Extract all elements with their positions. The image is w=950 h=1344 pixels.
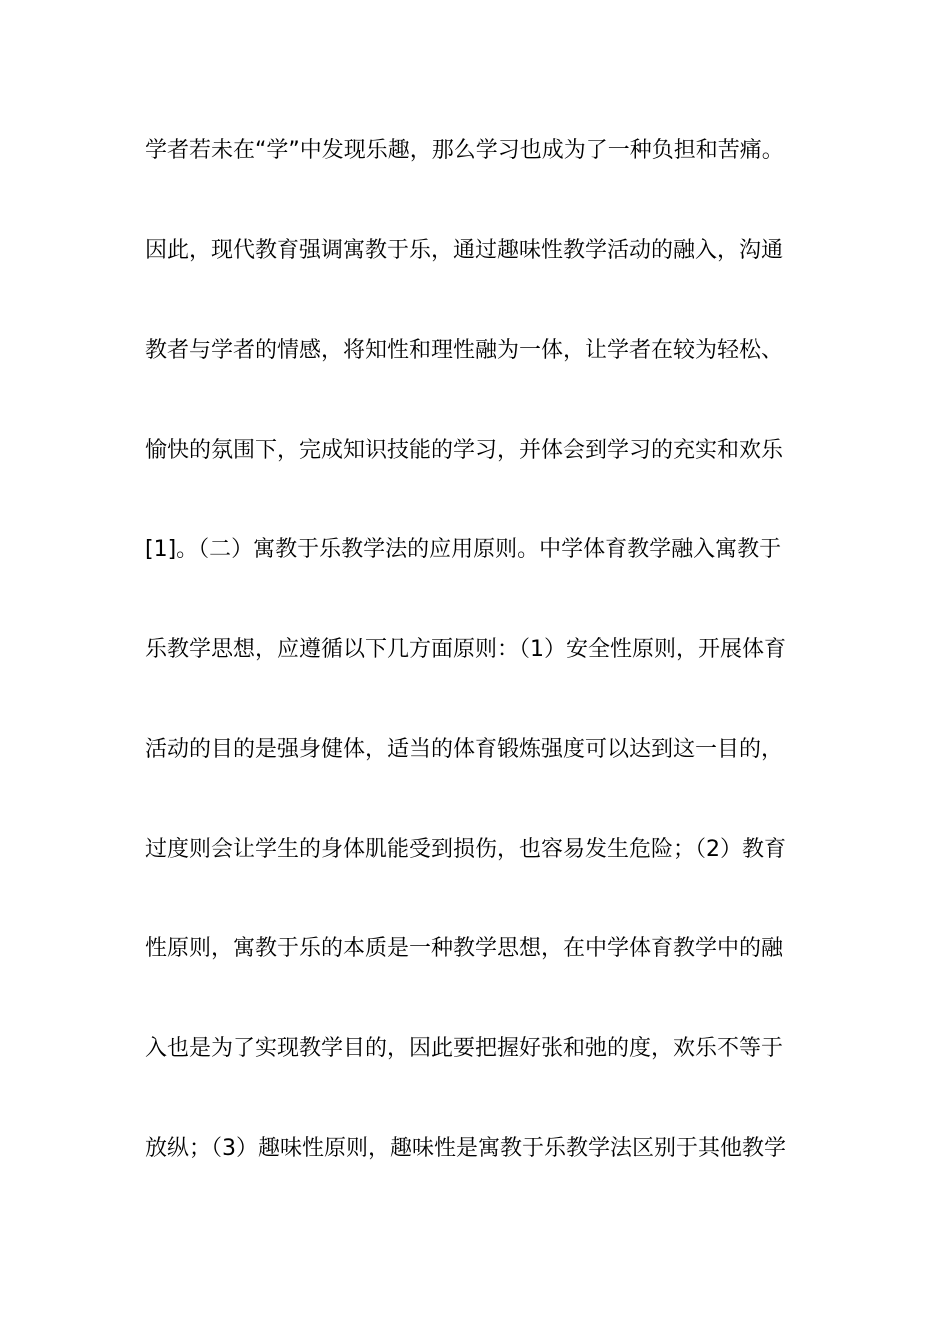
text-line: 学者若未在“学”中发现乐趣，那么学习也成为了一种负担和苦痛。 — [145, 138, 784, 163]
text-line: 活动的目的是强身健体，适当的体育锻炼强度可以达到这一目的， — [145, 737, 784, 762]
text-line: 性原则，寓教于乐的本质是一种教学思想，在中学体育教学中的融 — [145, 936, 784, 961]
text-line: 乐教学思想，应遵循以下几方面原则：（1）安全性原则，开展体育 — [145, 637, 786, 662]
text-line: 入也是为了实现教学目的，因此要把握好张和弛的度，欢乐不等于 — [145, 1036, 784, 1061]
text-line: 过度则会让学生的身体肌能受到损伤，也容易发生危险；（2）教育 — [145, 837, 786, 862]
text-line: 愉快的氛围下，完成知识技能的学习，并体会到学习的充实和欢乐 — [145, 438, 784, 463]
text-line: 教者与学者的情感，将知性和理性融为一体，让学者在较为轻松、 — [145, 338, 784, 363]
text-line: [1]。（二）寓教于乐教学法的应用原则。中学体育教学融入寓教于 — [145, 537, 782, 562]
text-line: 放纵；（3）趣味性原则，趣味性是寓教于乐教学法区别于其他教学 — [145, 1136, 786, 1161]
text-line: 因此，现代教育强调寓教于乐，通过趣味性教学活动的融入，沟通 — [145, 238, 784, 263]
